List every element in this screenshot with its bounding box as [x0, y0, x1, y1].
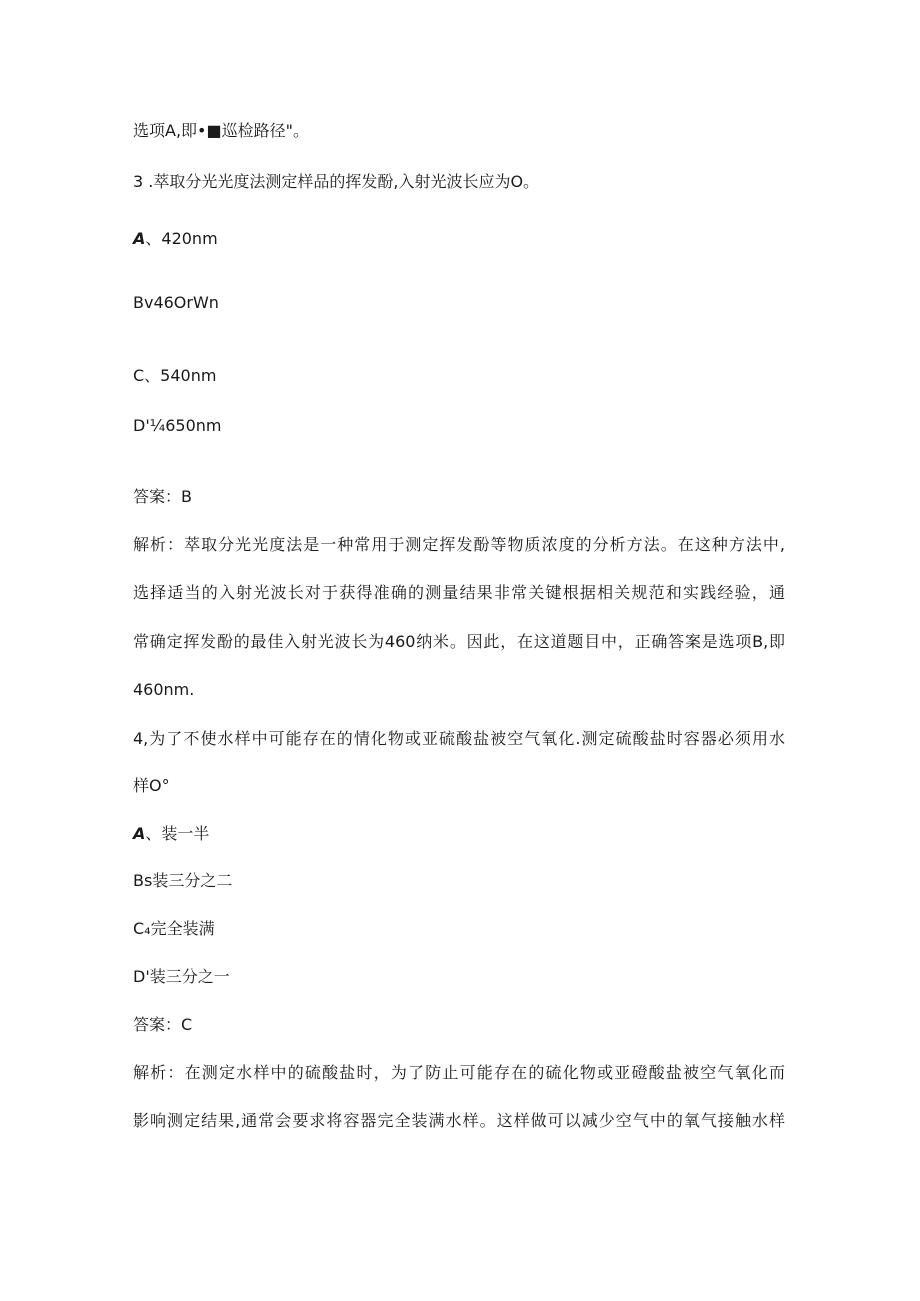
- question-3-option-d: D'¼650nm: [133, 416, 222, 435]
- question-4-option-a: [133, 824, 209, 844]
- question-4-explanation-line: 解析：在测定水样中的硫酸盐时，为了防止可能存在的硫化物或亚磴酸盐被空气氧化而: [133, 1063, 785, 1082]
- text-line: 选项A,即•■巡检路径"。: [133, 121, 309, 140]
- question-3-stem: 3 .萃取分光光度法测定样品的挥发酚,入射光波长应为O。: [133, 172, 540, 191]
- question-3-option-b: Bv46OrWn: [133, 293, 219, 312]
- question-4-explanation-line: 影响测定结果,通常会要求将容器完全装满水样。这样做可以减少空气中的氧气接触水样: [133, 1111, 785, 1130]
- question-3-explanation-line: 选择适当的入射光波长对于获得准确的测量结果非常关键根据相关规范和实践经验，通: [133, 583, 785, 602]
- question-4-option-c: C₄完全装满: [133, 919, 215, 938]
- question-4-answer: 答案：C: [133, 1015, 193, 1034]
- question-3-explanation-line: 常确定挥发酚的最佳入射光波长为460纳米。因此，在这道题目中，正确答案是选项B,即: [133, 632, 785, 651]
- question-3-option-c: C、540nm: [133, 366, 217, 385]
- question-4-stem: 4,为了不使水样中可能存在的情化物或亚硫酸盐被空气氧化.测定硫酸盐时容器必须用水: [133, 729, 785, 748]
- option-letter: A: [133, 824, 146, 843]
- question-3-answer: 答案：B: [133, 487, 192, 506]
- question-3-option-a: [133, 229, 218, 249]
- question-3-explanation-line: 460nm.: [133, 680, 195, 699]
- option-text: 、装一半: [145, 824, 210, 843]
- option-letter: A: [133, 229, 146, 248]
- question-4-option-d: D'装三分之一: [133, 967, 230, 986]
- option-text: 、420nm: [145, 229, 218, 248]
- question-4-option-b: Bs装三分之二: [133, 871, 233, 890]
- question-4-stem: 样O°: [133, 776, 170, 795]
- question-3-explanation-line: 解析：萃取分光光度法是一种常用于测定挥发酚等物质浓度的分析方法。在这种方法中,: [133, 535, 785, 554]
